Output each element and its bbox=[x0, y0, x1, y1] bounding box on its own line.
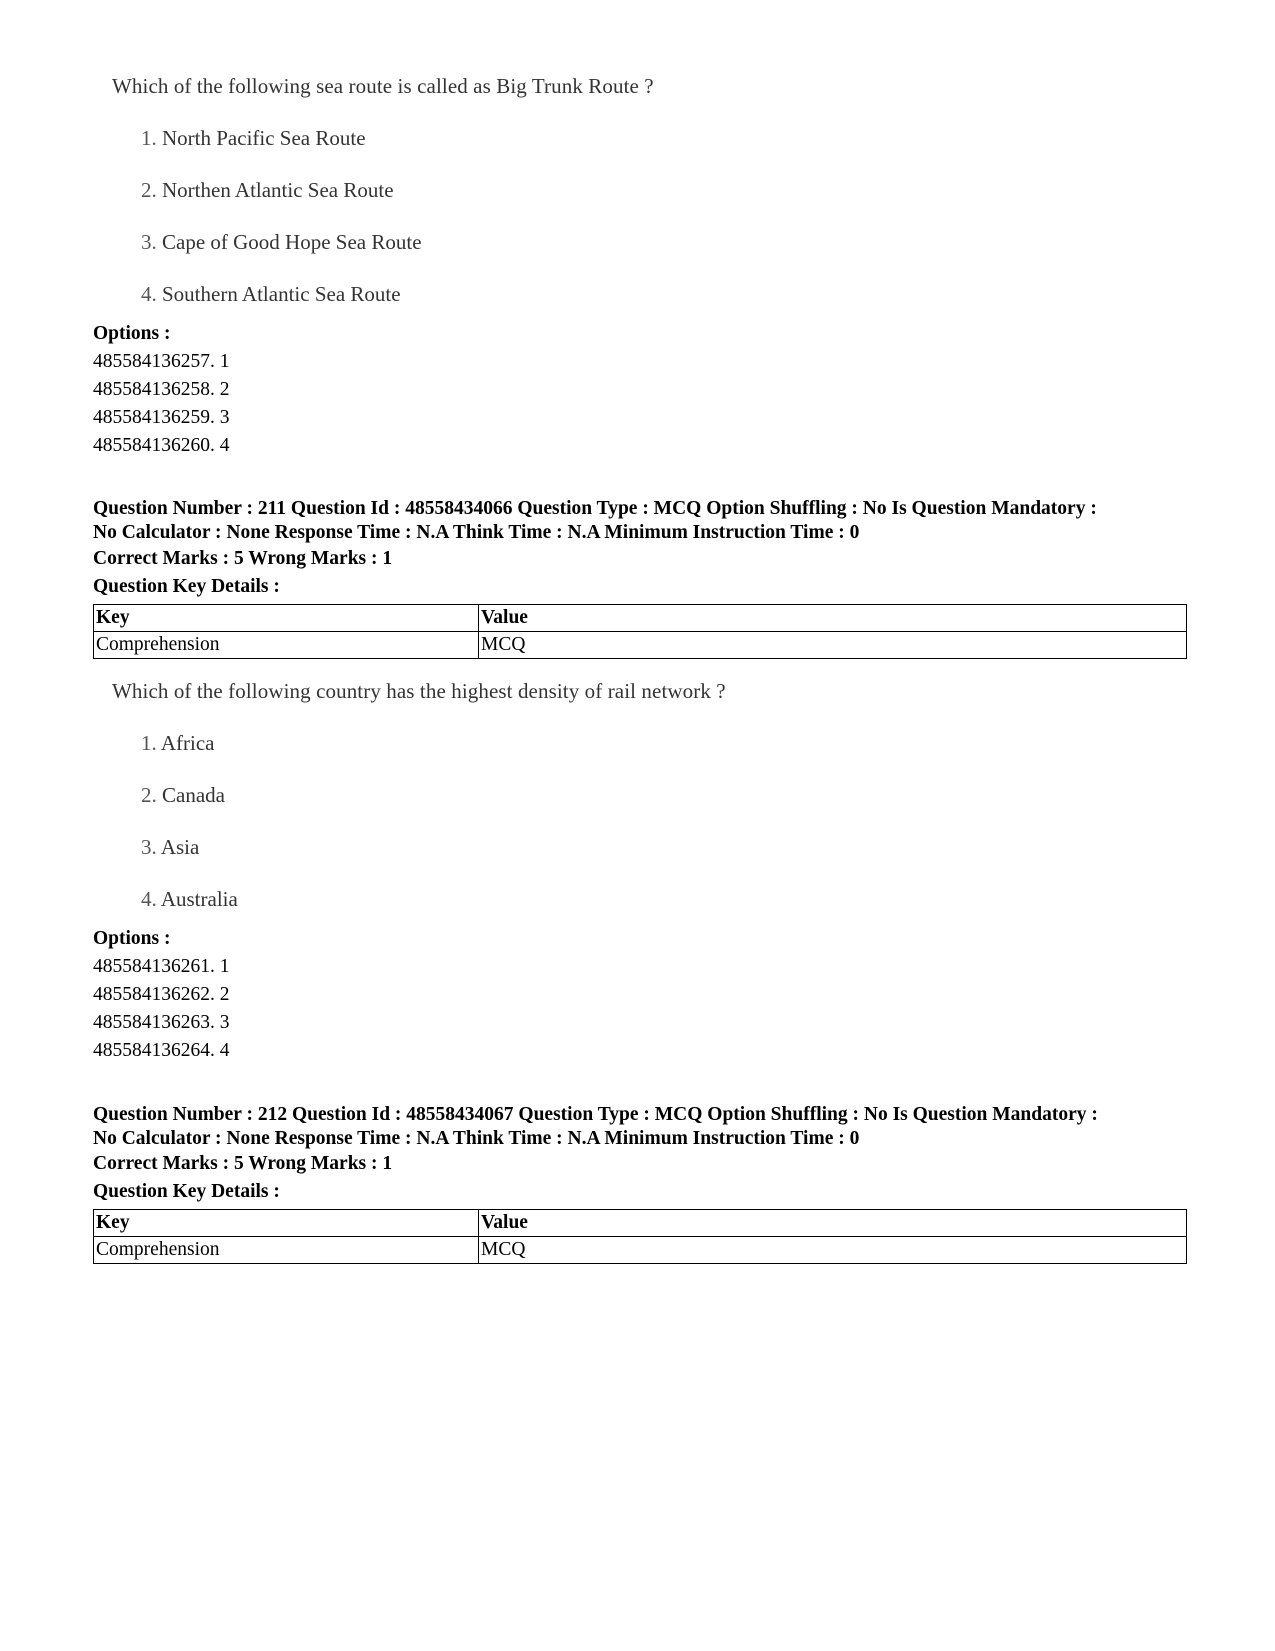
option-id-3: 485584136263. 3 bbox=[93, 1012, 230, 1033]
option-id-2: 485584136258. 2 bbox=[93, 379, 230, 400]
question-stem: Which of the following country has the highest density of rail network ? bbox=[112, 679, 726, 703]
choice-2: 2. Canada bbox=[141, 783, 225, 807]
choice-2: 2. Northen Atlantic Sea Route bbox=[141, 178, 394, 202]
table-row bbox=[94, 1237, 1187, 1264]
key-details-label: Question Key Details : bbox=[93, 1181, 280, 1202]
table-header-value: Value bbox=[479, 605, 1187, 632]
choice-1: 1. Africa bbox=[141, 731, 215, 755]
choice-4: 4. Southern Atlantic Sea Route bbox=[141, 282, 401, 306]
choice-4: 4. Australia bbox=[141, 887, 238, 911]
key-details-table bbox=[93, 1209, 1187, 1264]
choice-3: 3. Asia bbox=[141, 835, 200, 859]
table-cell-value: MCQ bbox=[479, 632, 1187, 659]
table-header-key: Key bbox=[94, 1210, 479, 1237]
option-id-2: 485584136262. 2 bbox=[93, 984, 230, 1005]
option-id-3: 485584136259. 3 bbox=[93, 407, 230, 428]
table-header-row bbox=[94, 1210, 1187, 1237]
option-id-1: 485584136261. 1 bbox=[93, 956, 230, 977]
option-id-4: 485584136260. 4 bbox=[93, 435, 230, 456]
table-header-key: Key bbox=[94, 605, 479, 632]
options-label: Options : bbox=[93, 928, 171, 949]
table-header-row bbox=[94, 605, 1187, 632]
marks-line: Correct Marks : 5 Wrong Marks : 1 bbox=[93, 548, 393, 569]
table-header-value: Value bbox=[479, 1210, 1187, 1237]
question-meta-212: Question Number : 212 Question Id : 48558434067 Question Type : MCQ Option Shuffling : No Is Question Mandatory : No Calculator : None Response Time : N.A Think Time : N.A Minimum Instruction Time : 0 bbox=[93, 1104, 1098, 1149]
choice-3: 3. Cape of Good Hope Sea Route bbox=[141, 230, 422, 254]
key-details-table bbox=[93, 604, 1187, 659]
table-cell-value: MCQ bbox=[479, 1237, 1187, 1264]
table-cell-key: Comprehension bbox=[94, 1237, 479, 1264]
key-details-label: Question Key Details : bbox=[93, 576, 280, 597]
question-stem: Which of the following sea route is called as Big Trunk Route ? bbox=[112, 74, 654, 98]
option-id-4: 485584136264. 4 bbox=[93, 1040, 230, 1061]
option-id-1: 485584136257. 1 bbox=[93, 351, 230, 372]
choice-1: 1. North Pacific Sea Route bbox=[141, 126, 366, 150]
options-label: Options : bbox=[93, 323, 171, 344]
question-meta-211: Question Number : 211 Question Id : 48558434066 Question Type : MCQ Option Shuffling : No Is Question Mandatory : No Calculator : None Response Time : N.A Think Time : N.A Minimum Instruction Time : 0 bbox=[93, 498, 1097, 543]
marks-line: Correct Marks : 5 Wrong Marks : 1 bbox=[93, 1153, 393, 1174]
table-row bbox=[94, 632, 1187, 659]
table-cell-key: Comprehension bbox=[94, 632, 479, 659]
